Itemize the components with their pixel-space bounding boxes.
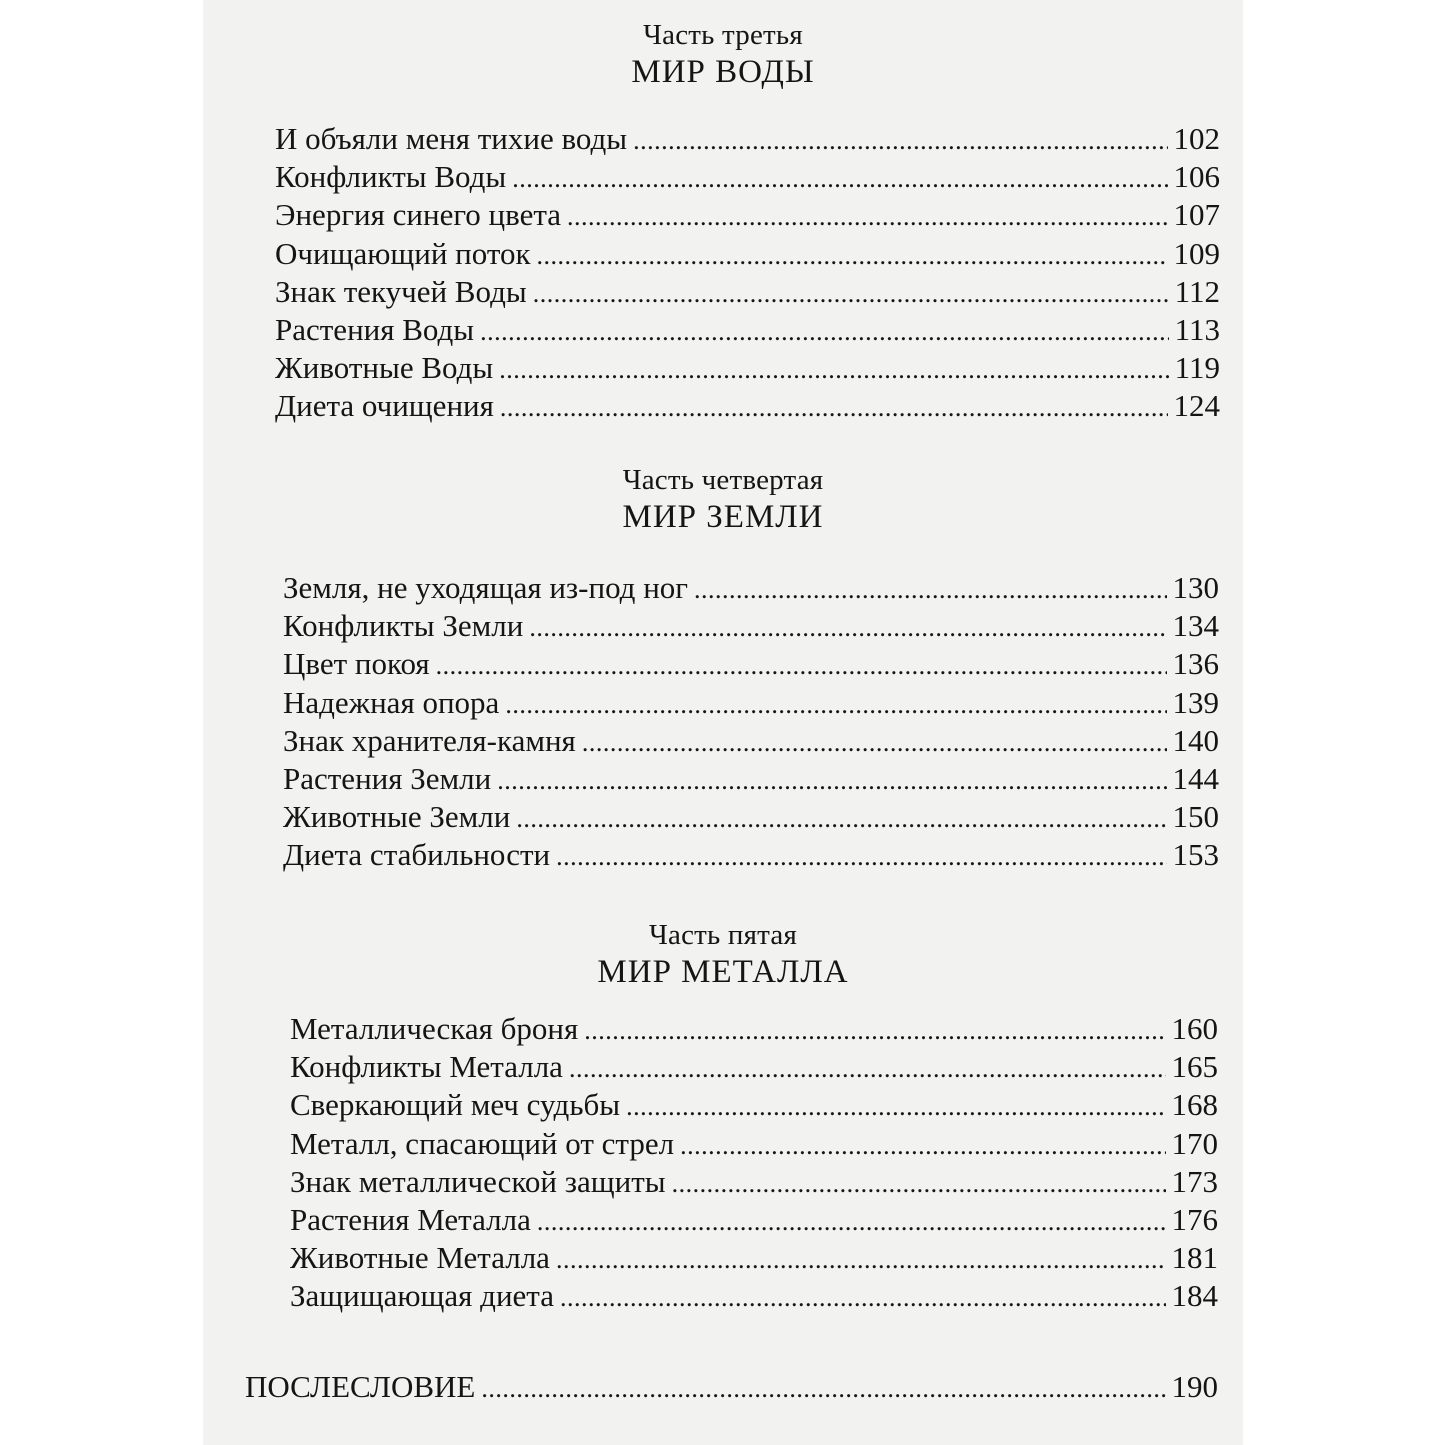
entry-page: 173 bbox=[1171, 1163, 1218, 1199]
toc-list bbox=[290, 1010, 1218, 1316]
leader-dots bbox=[533, 275, 1169, 313]
entry-title: ПОСЛЕСЛОВИЕ bbox=[245, 1369, 476, 1404]
part-label: Часть третья bbox=[643, 19, 803, 51]
part-title: МИР ЗЕМЛИ bbox=[622, 499, 824, 535]
entry-page: 124 bbox=[1173, 388, 1220, 424]
toc-entry[interactable] bbox=[283, 684, 1219, 722]
entry-page: 184 bbox=[1171, 1278, 1218, 1314]
leader-dots bbox=[480, 313, 1169, 351]
entry-title: Конфликты Земли bbox=[283, 608, 524, 644]
entry-title: Цвет покоя bbox=[283, 646, 430, 682]
toc-entry[interactable] bbox=[290, 1125, 1218, 1163]
entry-page: 136 bbox=[1172, 646, 1219, 682]
toc-entry[interactable] bbox=[275, 349, 1220, 387]
entry-title: Животные Земли bbox=[283, 799, 511, 835]
toc-entry[interactable] bbox=[283, 607, 1219, 645]
leader-dots bbox=[512, 160, 1167, 198]
entry-title: Знак хранителя-камня bbox=[283, 722, 576, 758]
entry-title: Земля, не уходящая из-под ног bbox=[283, 570, 689, 605]
entry-title: Животные Воды bbox=[275, 350, 494, 386]
toc-entry[interactable] bbox=[275, 387, 1220, 425]
toc-entry[interactable] bbox=[290, 1277, 1218, 1315]
leader-dots bbox=[497, 762, 1166, 800]
afterword bbox=[245, 1368, 1218, 1406]
part-label: Часть пятая bbox=[648, 919, 798, 951]
entry-page: 165 bbox=[1171, 1049, 1218, 1085]
leader-dots bbox=[436, 647, 1167, 685]
toc-entry[interactable] bbox=[290, 1239, 1218, 1277]
leader-dots bbox=[560, 1279, 1166, 1317]
toc-entry[interactable] bbox=[290, 1048, 1218, 1086]
entry-title: Диета стабильности bbox=[283, 837, 551, 873]
entry-page: 113 bbox=[1174, 311, 1220, 347]
entry-title: Конфликты Металла bbox=[290, 1049, 563, 1085]
toc-entry[interactable] bbox=[290, 1086, 1218, 1124]
leader-dots bbox=[633, 122, 1167, 160]
toc-entry[interactable] bbox=[290, 1163, 1218, 1201]
entry-page: 134 bbox=[1172, 608, 1219, 644]
toc-list bbox=[283, 569, 1219, 875]
leader-dots bbox=[672, 1165, 1166, 1203]
book-page bbox=[203, 0, 1243, 1445]
entry-title: Конфликты Воды bbox=[275, 159, 507, 195]
entry-title: Диета очищения bbox=[275, 388, 494, 424]
toc-entry[interactable] bbox=[290, 1010, 1218, 1048]
entry-title: Защищающая диета bbox=[290, 1278, 554, 1314]
leader-dots bbox=[529, 609, 1166, 647]
toc-entry[interactable] bbox=[275, 311, 1220, 349]
entry-page: 153 bbox=[1172, 837, 1219, 873]
leader-dots bbox=[694, 571, 1166, 609]
entry-title: Знак металлической защиты bbox=[290, 1163, 666, 1199]
entry-page: 106 bbox=[1173, 159, 1220, 195]
entry-title: Энергия синего цвета bbox=[275, 197, 562, 233]
toc-entry-afterword[interactable] bbox=[245, 1368, 1218, 1406]
entry-page: 107 bbox=[1173, 197, 1220, 233]
entry-page: 160 bbox=[1171, 1011, 1218, 1046]
entry-page: 139 bbox=[1172, 684, 1219, 720]
entry-page: 119 bbox=[1174, 350, 1220, 386]
toc-entry[interactable] bbox=[275, 196, 1220, 234]
entry-title: Растения Воды bbox=[275, 311, 475, 347]
entry-page: 102 bbox=[1173, 121, 1220, 156]
entry-page: 168 bbox=[1171, 1087, 1218, 1123]
toc-entry[interactable] bbox=[275, 273, 1220, 311]
leader-dots bbox=[516, 800, 1166, 838]
leader-dots bbox=[567, 198, 1167, 236]
leader-dots bbox=[537, 237, 1168, 275]
leader-dots bbox=[556, 838, 1166, 876]
part-title: МИР ВОДЫ bbox=[631, 54, 815, 90]
leader-dots bbox=[569, 1050, 1166, 1088]
entry-page: 112 bbox=[1174, 273, 1220, 309]
toc-entry[interactable] bbox=[283, 722, 1219, 760]
leader-dots bbox=[680, 1127, 1165, 1165]
leader-dots bbox=[626, 1088, 1165, 1126]
entry-title: Животные Металла bbox=[290, 1240, 550, 1276]
leader-dots bbox=[582, 724, 1167, 762]
entry-page: 109 bbox=[1173, 235, 1220, 271]
toc-entry[interactable] bbox=[290, 1201, 1218, 1239]
leader-dots bbox=[505, 686, 1166, 724]
part-four bbox=[203, 463, 1243, 873]
entry-title: Очищающий поток bbox=[275, 235, 531, 271]
leader-dots bbox=[537, 1203, 1166, 1241]
entry-title: Металлическая броня bbox=[290, 1011, 579, 1046]
entry-title: Знак текучей Воды bbox=[275, 273, 527, 309]
entry-title: Растения Земли bbox=[283, 760, 492, 796]
entry-title: Металл, спасающий от стрел bbox=[290, 1125, 675, 1161]
toc-entry[interactable] bbox=[275, 235, 1220, 273]
leader-dots bbox=[499, 351, 1168, 389]
entry-page: 181 bbox=[1171, 1240, 1218, 1276]
leader-dots bbox=[556, 1241, 1166, 1279]
entry-title: Растения Металла bbox=[290, 1201, 531, 1237]
entry-title: И объяли меня тихие воды bbox=[275, 121, 628, 156]
part-label: Часть четвертая bbox=[622, 464, 824, 496]
toc-entry[interactable] bbox=[283, 760, 1219, 798]
leader-dots bbox=[481, 1370, 1165, 1408]
part-three bbox=[203, 18, 1243, 424]
entry-page: 144 bbox=[1172, 760, 1219, 796]
toc-entry[interactable] bbox=[275, 158, 1220, 196]
part-five bbox=[203, 918, 1243, 1314]
entry-page: 130 bbox=[1172, 570, 1219, 605]
part-title: МИР МЕТАЛЛА bbox=[597, 954, 849, 990]
entry-page: 176 bbox=[1171, 1201, 1218, 1237]
entry-title: Сверкающий меч судьбы bbox=[290, 1087, 621, 1123]
entry-page: 150 bbox=[1172, 799, 1219, 835]
entry-title: Надежная опора bbox=[283, 684, 500, 720]
entry-page: 140 bbox=[1172, 722, 1219, 758]
leader-dots bbox=[584, 1012, 1165, 1050]
toc-entry[interactable] bbox=[275, 120, 1220, 158]
toc-entry[interactable] bbox=[283, 569, 1219, 607]
toc-entry[interactable] bbox=[283, 645, 1219, 683]
toc-list bbox=[275, 120, 1220, 426]
entry-page: 170 bbox=[1171, 1125, 1218, 1161]
entry-page: 190 bbox=[1171, 1369, 1218, 1404]
leader-dots bbox=[500, 389, 1168, 427]
toc-entry[interactable] bbox=[283, 836, 1219, 874]
toc-entry[interactable] bbox=[283, 798, 1219, 836]
